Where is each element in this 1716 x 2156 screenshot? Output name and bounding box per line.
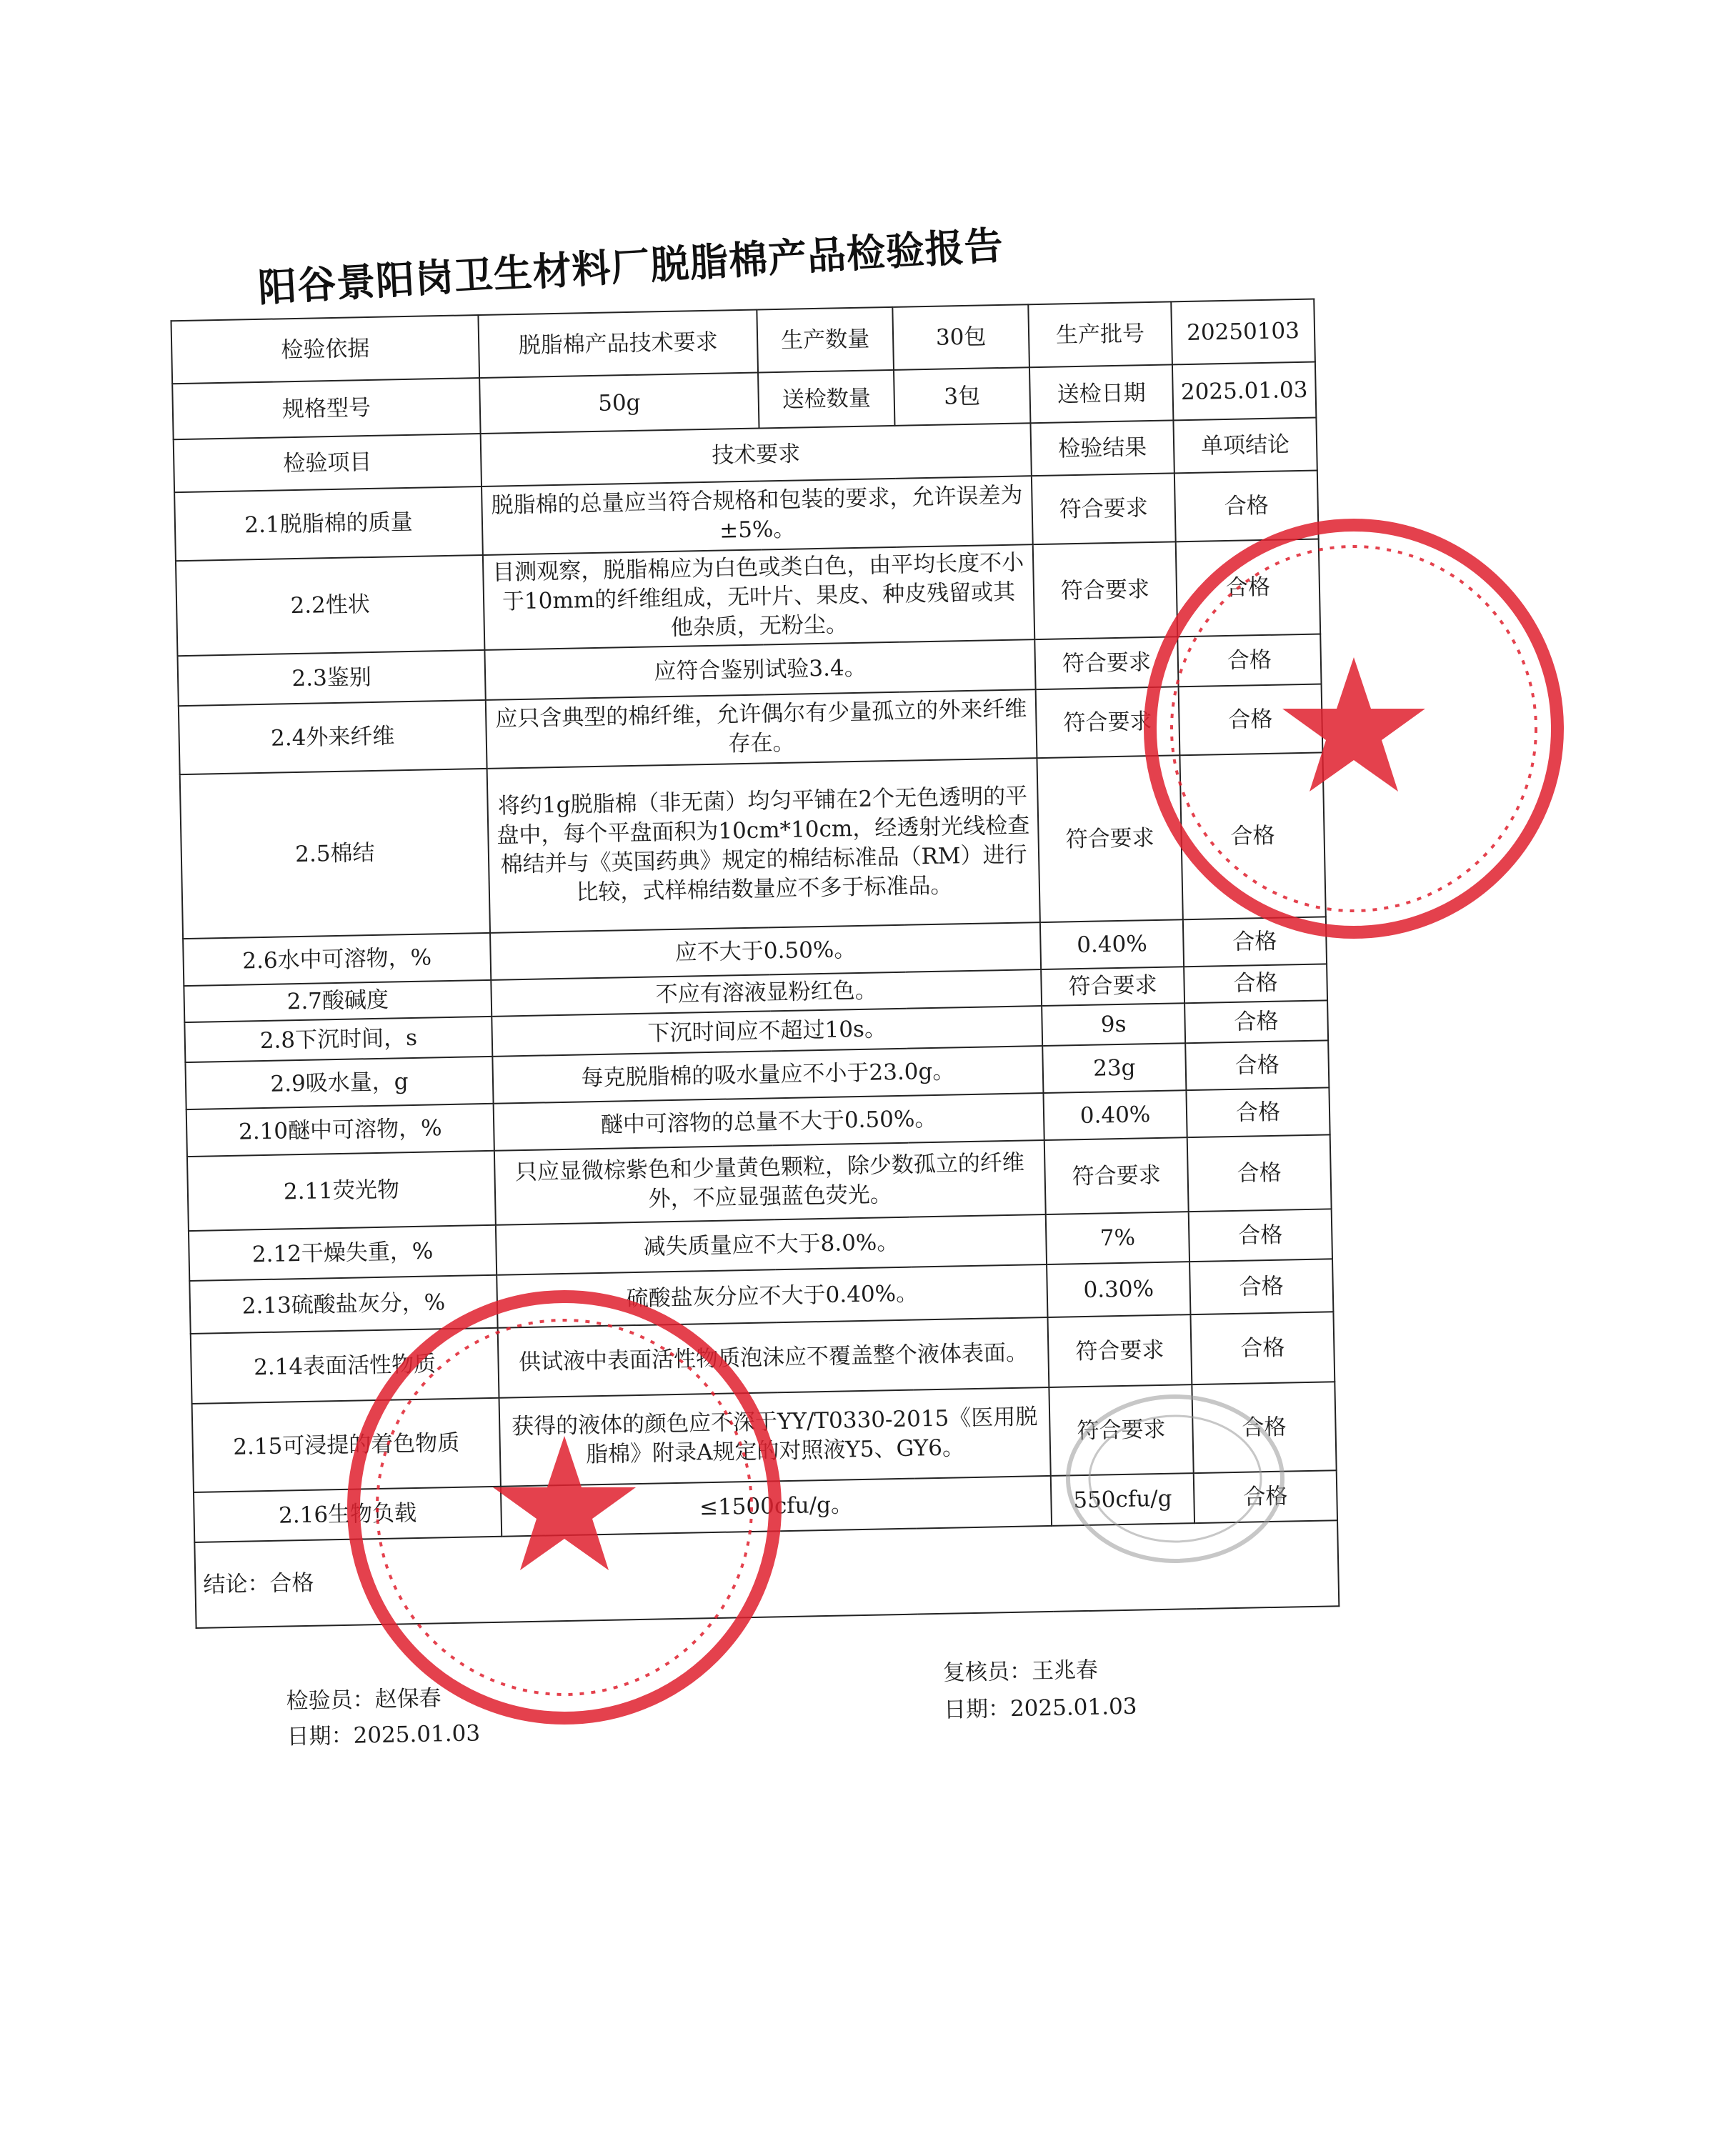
item-name: 2.2性状: [176, 555, 484, 656]
item-result: 符合要求: [1033, 542, 1178, 639]
item-conclusion: 合格: [1189, 1259, 1333, 1314]
item-name: 2.16生物负载: [194, 1487, 502, 1542]
item-conclusion: 合格: [1187, 1134, 1332, 1212]
col-result: 检验结果: [1030, 420, 1174, 476]
item-result: 符合要求: [1036, 687, 1180, 758]
item-name: 2.4外来纤维: [179, 700, 487, 774]
item-requirement: 醚中可溶物的总量不大于0.50%。: [494, 1093, 1044, 1151]
item-result: 23g: [1042, 1043, 1186, 1093]
overall-conclusion: 结论：合格: [194, 1520, 1339, 1628]
item-requirement: 下沉时间应不超过10s。: [492, 1006, 1042, 1057]
inspector-name: 检验员：赵保春: [286, 1685, 442, 1715]
item-name: 2.8下沉时间，s: [184, 1017, 492, 1062]
item-requirement: 应只含典型的棉纤维，允许偶尔有少量孤立的外来纤维存在。: [486, 689, 1037, 769]
inspector-date: 日期：2025.01.03: [286, 1720, 481, 1750]
basis-label: 检验依据: [171, 315, 479, 384]
item-conclusion: 合格: [1179, 752, 1325, 919]
item-conclusion: 合格: [1194, 1470, 1337, 1523]
item-result: 0.40%: [1040, 919, 1184, 969]
item-conclusion: 合格: [1174, 471, 1319, 542]
company-seal-left: [343, 1286, 786, 1729]
item-name: 2.14表面活性物质: [191, 1328, 499, 1404]
item-name: 2.6水中可溶物，%: [183, 933, 491, 986]
basis-value: 脱脂棉产品技术要求: [478, 310, 758, 378]
item-result: 0.30%: [1047, 1262, 1190, 1317]
item-name: 2.3鉴别: [177, 650, 485, 706]
prod-qty-value: 30包: [892, 304, 1029, 370]
batch-label: 生产批号: [1028, 301, 1172, 367]
sent-qty-label: 送检数量: [758, 370, 894, 429]
item-requirement: ≤1500cfu/g。: [501, 1476, 1052, 1537]
item-conclusion: 合格: [1177, 634, 1321, 687]
company-seal-right: [1139, 514, 1568, 943]
item-name: 2.9吸水量，g: [185, 1057, 493, 1109]
col-item: 检验项目: [174, 434, 482, 492]
reviewer-date: 日期：2025.01.03: [943, 1693, 1137, 1723]
item-name: 2.1脱脂棉的质量: [174, 486, 483, 561]
item-conclusion: 合格: [1184, 1000, 1328, 1043]
item-requirement: 脱脂棉的总量应当符合规格和包装的要求，允许误差为±5%。: [482, 476, 1033, 555]
item-result: 符合要求: [1049, 1384, 1193, 1476]
item-result: 550cfu/g: [1051, 1473, 1194, 1526]
item-name: 2.10醚中可溶物，%: [186, 1104, 494, 1157]
reviewer-name: 复核员：王兆春: [942, 1657, 1099, 1686]
prod-qty-label: 生产数量: [757, 307, 894, 373]
item-conclusion: 合格: [1185, 1040, 1329, 1090]
item-requirement: 应符合鉴别试验3.4。: [484, 639, 1035, 700]
item-result: 符合要求: [1047, 1314, 1192, 1387]
item-requirement: 目测观察，脱脂棉应为白色或类白色，由平均长度不小于10mm的纤维组成，无叶片、果皮、种皮残留或其他杂质，无粉尘。: [483, 544, 1034, 650]
item-result: 符合要求: [1032, 473, 1176, 544]
item-name: 2.12干燥失重，%: [189, 1225, 497, 1281]
item-conclusion: 合格: [1179, 684, 1323, 755]
item-requirement: 获得的液体的颜色应不深于YY/T0330-2015《医用脱脂棉》附录A规定的对照液Y5、GY6。: [499, 1387, 1051, 1487]
col-requirement: 技术要求: [481, 423, 1032, 486]
item-conclusion: 合格: [1192, 1382, 1336, 1473]
item-requirement: 只应显微棕紫色和少量黄色颗粒，除少数孤立的纤维外，不应显强蓝色荧光。: [494, 1140, 1046, 1225]
item-requirement: 减失质量应不大于8.0%。: [496, 1214, 1047, 1275]
item-name: 2.15可浸提的着色物质: [192, 1398, 501, 1492]
sent-date-value: 2025.01.03: [1172, 362, 1316, 421]
item-name: 2.11荧光物: [187, 1151, 496, 1231]
spec-value: 50g: [479, 373, 759, 434]
item-requirement: 供试液中表面活性物质泡沫应不覆盖整个液体表面。: [498, 1317, 1049, 1398]
item-result: 9s: [1042, 1003, 1185, 1046]
item-name: 2.5棉结: [180, 769, 490, 939]
item-result: 符合要求: [1041, 967, 1184, 1006]
item-name: 2.13硫酸盐灰分，%: [189, 1275, 497, 1334]
item-conclusion: 合格: [1183, 917, 1327, 967]
item-result: 符合要求: [1034, 637, 1178, 689]
item-name: 2.7酸碱度: [184, 980, 492, 1022]
item-requirement: 每克脱脂棉的吸水量应不小于23.0g。: [492, 1046, 1043, 1104]
spec-label: 规格型号: [172, 378, 480, 439]
item-requirement: 应不大于0.50%。: [490, 922, 1041, 980]
item-result: 符合要求: [1044, 1137, 1189, 1214]
item-result: 7%: [1046, 1212, 1189, 1264]
item-conclusion: 合格: [1176, 539, 1321, 637]
gray-inspection-stamp: [1057, 1386, 1293, 1572]
item-requirement: 硫酸盐灰分应不大于0.40%。: [497, 1264, 1047, 1328]
item-conclusion: 合格: [1189, 1209, 1332, 1262]
sent-qty-value: 3包: [894, 367, 1030, 426]
batch-value: 20250103: [1171, 299, 1315, 365]
report-title: 阳谷景阳岗卫生材料厂脱脂棉产品检验报告: [256, 222, 1005, 311]
item-conclusion: 合格: [1184, 964, 1327, 1003]
item-result: 符合要求: [1037, 755, 1182, 922]
item-requirement: 不应有溶液显粉红色。: [491, 969, 1042, 1017]
item-conclusion: 合格: [1190, 1312, 1335, 1384]
item-conclusion: 合格: [1186, 1087, 1330, 1137]
item-result: 0.40%: [1043, 1090, 1187, 1140]
col-conclusion: 单项结论: [1173, 418, 1317, 474]
sent-date-label: 送检日期: [1029, 364, 1173, 423]
item-requirement: 将约1g脱脂棉（非无菌）均匀平铺在2个无色透明的平盘中，每个平盘面积为10cm*10cm，经透射光线检查棉结并与《英国药典》规定的棉结标准品（RM）进行比较，式样棉结数量应不多于标准品。: [487, 758, 1040, 933]
